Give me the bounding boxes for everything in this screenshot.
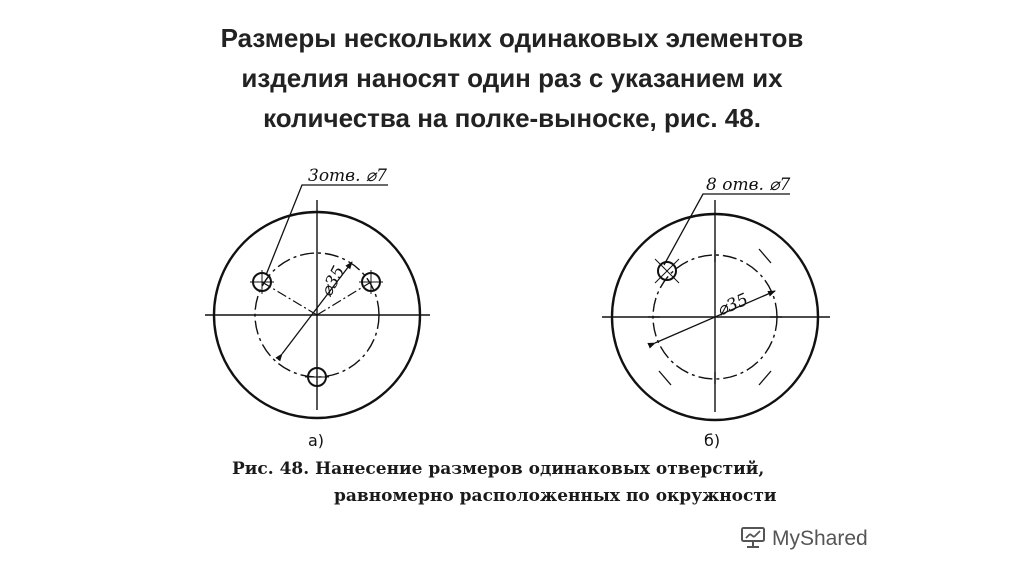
figure-caption [232, 456, 832, 510]
title-line-1: Размеры нескольких одинаковых элементов [220, 23, 804, 53]
panel-label-b: б) [704, 431, 721, 450]
leader-label-a: 3отв. ⌀7 [308, 166, 387, 186]
title-line-2: изделия наносят один раз с указанием их [241, 63, 783, 93]
presentation-board-icon [740, 525, 766, 554]
slide-title [90, 18, 934, 138]
watermark-text: MyShared [772, 527, 868, 550]
diameter-label-b: ⌀35 [714, 289, 752, 321]
watermark[interactable] [740, 524, 868, 554]
leader-line-a [266, 185, 388, 275]
leader-label-b: 8 отв. ⌀7 [706, 175, 791, 195]
caption-line-1: Рис. 48. Нанесение размеров одинаковых отверстий, [232, 459, 765, 479]
drawing-a [205, 185, 430, 418]
diameter-label-a: ⌀35 [316, 262, 350, 301]
title-line-3: количества на полке-выноске, рис. 48. [263, 103, 761, 133]
caption-line-2: равномерно расположенных по окружности [334, 486, 777, 506]
panel-label-a: а) [308, 431, 325, 450]
